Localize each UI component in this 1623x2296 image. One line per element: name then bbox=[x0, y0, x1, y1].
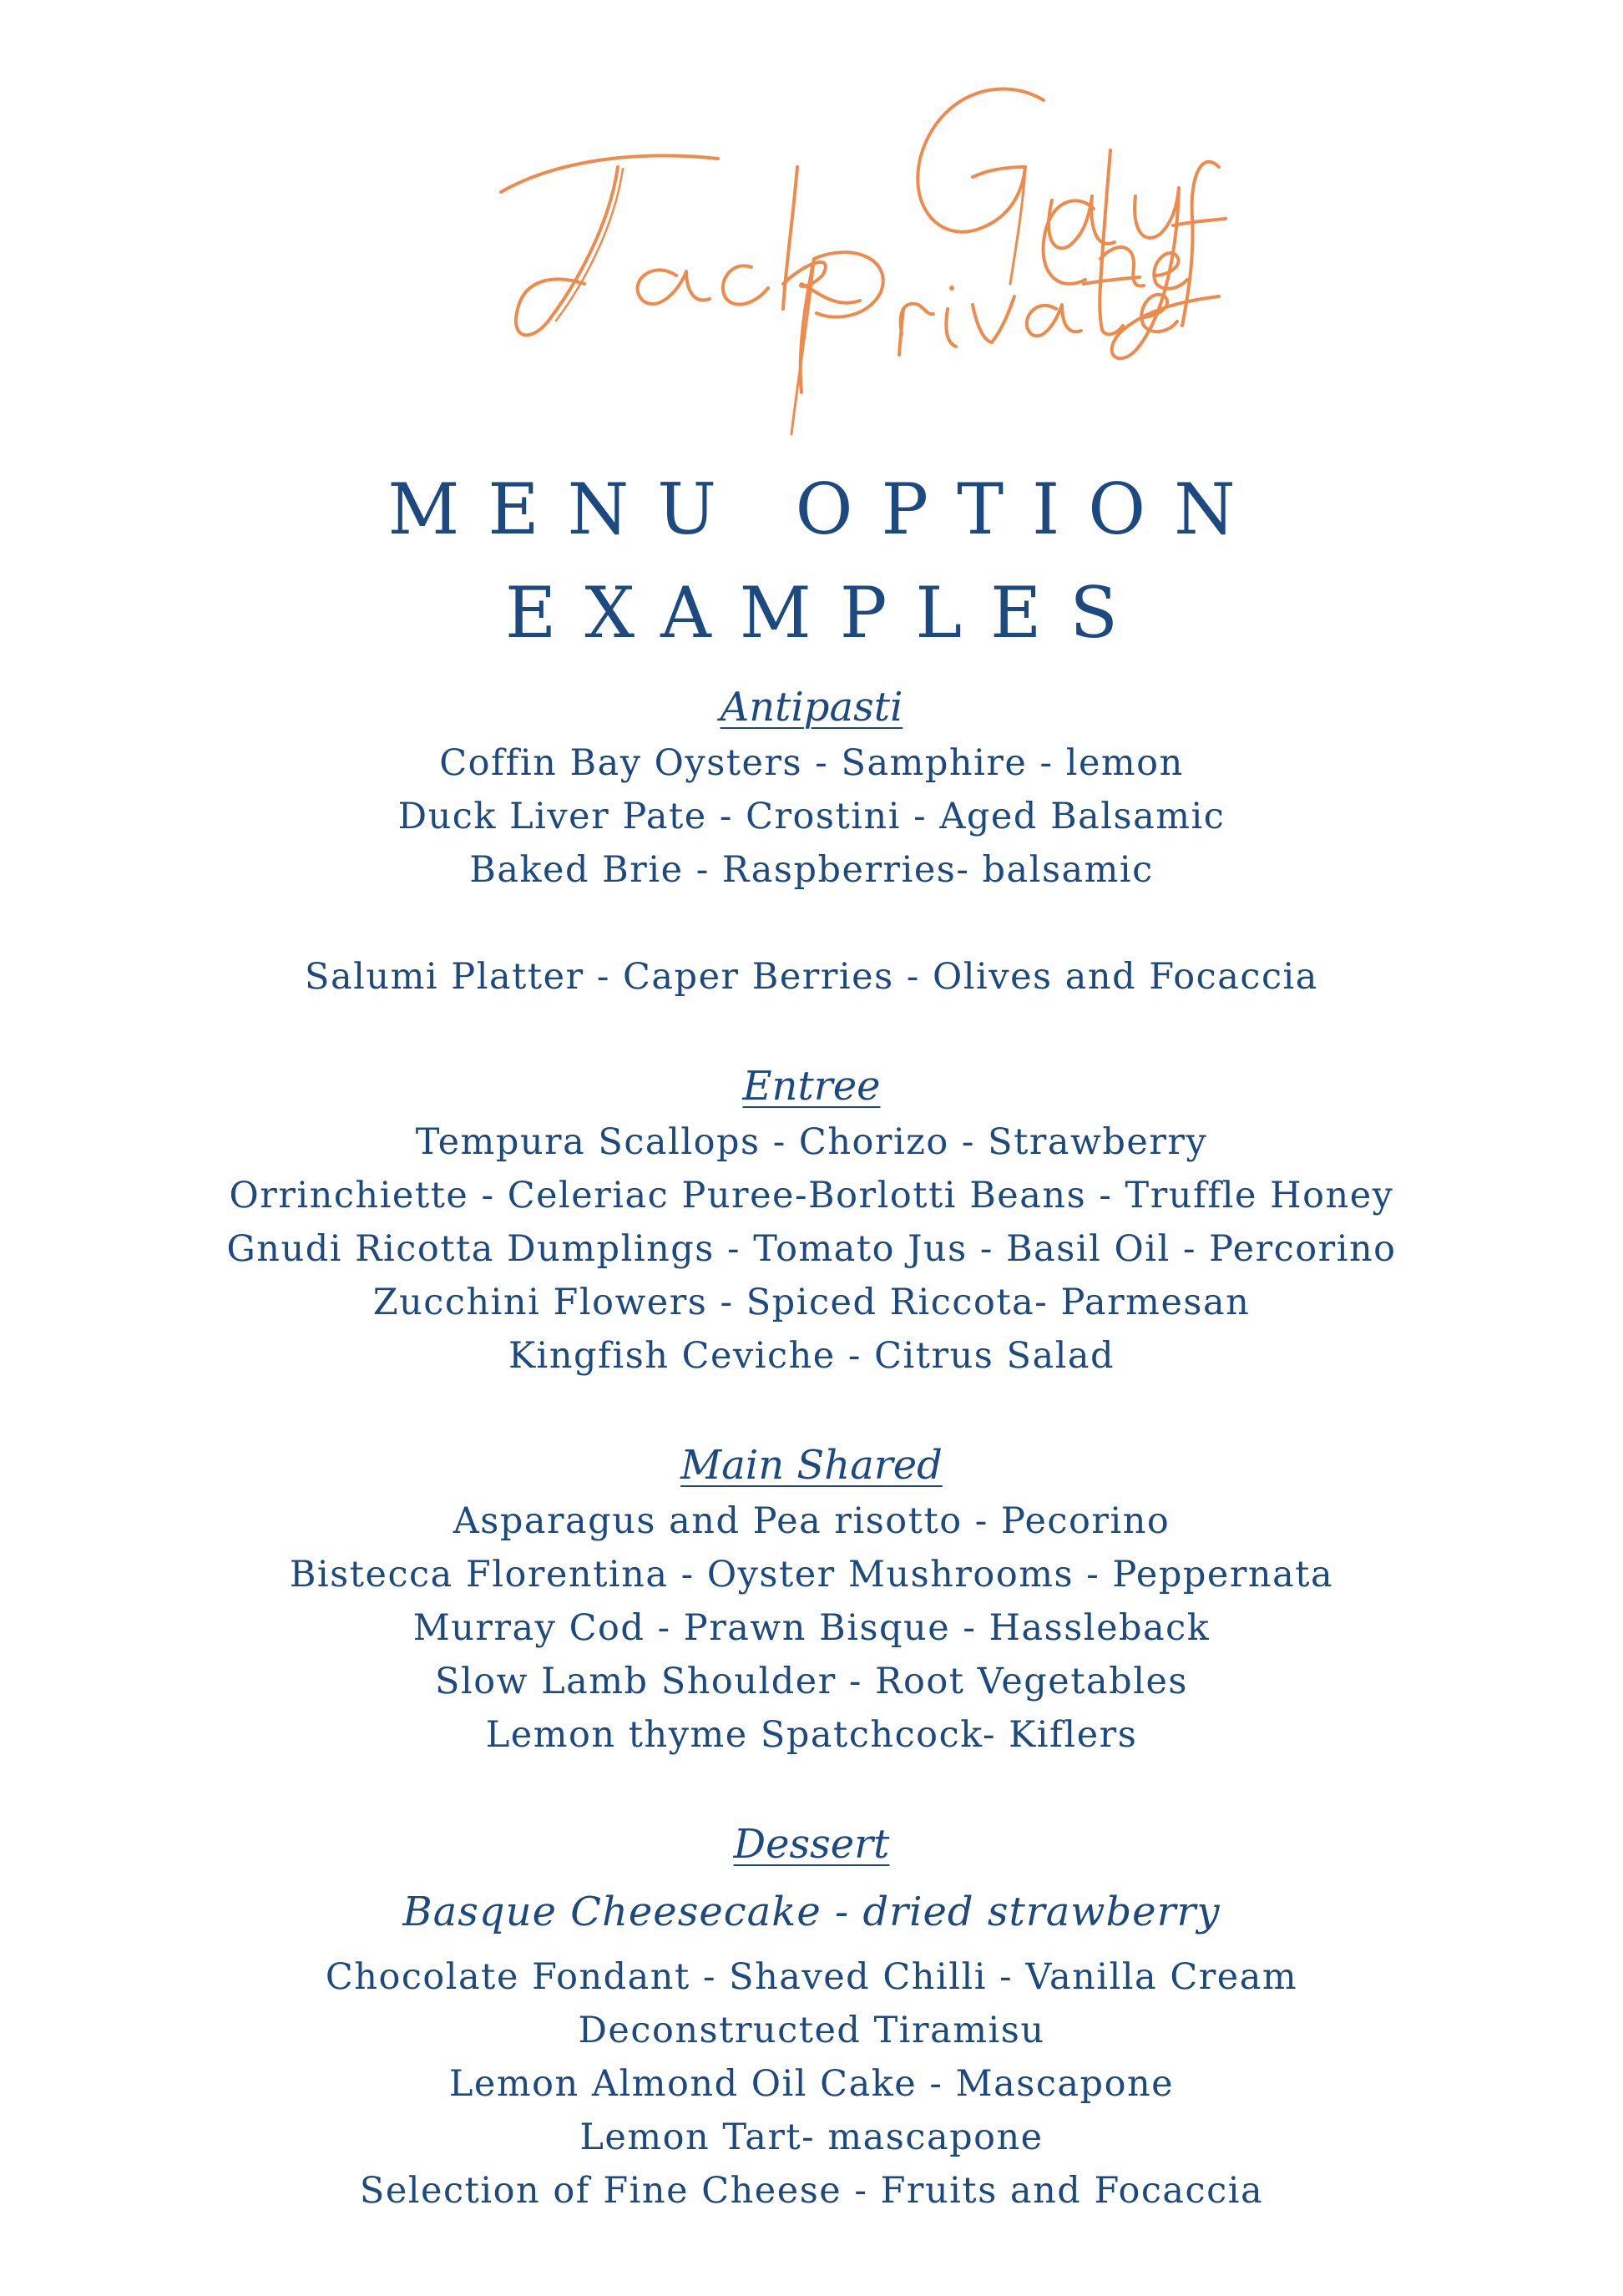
dish-item: Kingfish Ceviche - Citrus Salad bbox=[508, 1335, 1115, 1377]
spacer bbox=[0, 1383, 1623, 1436]
spacer bbox=[0, 897, 1623, 950]
page-title-line-2: EXAMPLES bbox=[505, 572, 1146, 654]
section-heading-entree: Entree bbox=[742, 1063, 881, 1110]
dish-item: Lemon Tart- mascapone bbox=[579, 2116, 1044, 2158]
dish-item: Lemon thyme Spatchcock- Kiflers bbox=[485, 1714, 1138, 1756]
dish-item: Chocolate Fondant - Shaved Chilli - Vanilla Cream bbox=[325, 1956, 1298, 1998]
page-title-line-1: MENU OPTION bbox=[387, 468, 1264, 550]
spacer bbox=[0, 1004, 1623, 1057]
dish-item: Duck Liver Pate - Crostini - Aged Balsamic bbox=[397, 796, 1226, 837]
section-heading-dessert: Dessert bbox=[733, 1821, 890, 1868]
dish-item: Lemon Almond Oil Cake - Mascapone bbox=[448, 2063, 1175, 2105]
section-entree bbox=[0, 1057, 1623, 1383]
dish-item: Baked Brie - Raspberries- balsamic bbox=[469, 849, 1154, 891]
dish-item: Slow Lamb Shoulder - Root Vegetables bbox=[435, 1661, 1188, 1702]
brand-logo bbox=[468, 33, 1269, 468]
dish-item: Asparagus and Pea risotto - Pecorino bbox=[453, 1500, 1170, 1542]
dish-item: Bistecca Florentina - Oyster Mushrooms - Peppernata bbox=[289, 1554, 1334, 1596]
menu-list bbox=[0, 678, 1623, 2218]
section-dessert bbox=[0, 1815, 1623, 2218]
section-heading-main-shared: Main Shared bbox=[680, 1442, 943, 1489]
section-antipasti bbox=[0, 678, 1623, 1004]
dish-item: Orrinchiette - Celeriac Puree-Borlotti Beans - Truffle Honey bbox=[229, 1175, 1394, 1216]
dish-item: Zucchini Flowers - Spiced Riccota- Parmesan bbox=[372, 1282, 1251, 1323]
brand-logo-script bbox=[468, 33, 1269, 468]
dish-item: Gnudi Ricotta Dumplings - Tomato Jus - Basil Oil - Percorino bbox=[226, 1228, 1397, 1270]
dish-item: Murray Cod - Prawn Bisque - Hassleback bbox=[412, 1607, 1211, 1649]
section-main-shared bbox=[0, 1436, 1623, 1762]
section-heading-antipasti: Antipasti bbox=[720, 684, 903, 731]
dish-item: Coffin Bay Oysters - Samphire - lemon bbox=[439, 742, 1184, 784]
dish-item: Selection of Fine Cheese - Fruits and Focaccia bbox=[359, 2170, 1264, 2212]
dish-item: Deconstructed Tiramisu bbox=[578, 2010, 1045, 2051]
dish-item: Salumi Platter - Caper Berries - Olives and Focaccia bbox=[305, 956, 1318, 998]
dish-item: Tempura Scallops - Chorizo - Strawberry bbox=[415, 1121, 1208, 1163]
dish-item-featured: Basque Cheesecake - dried strawberry bbox=[402, 1889, 1221, 1935]
spacer bbox=[0, 1762, 1623, 1815]
